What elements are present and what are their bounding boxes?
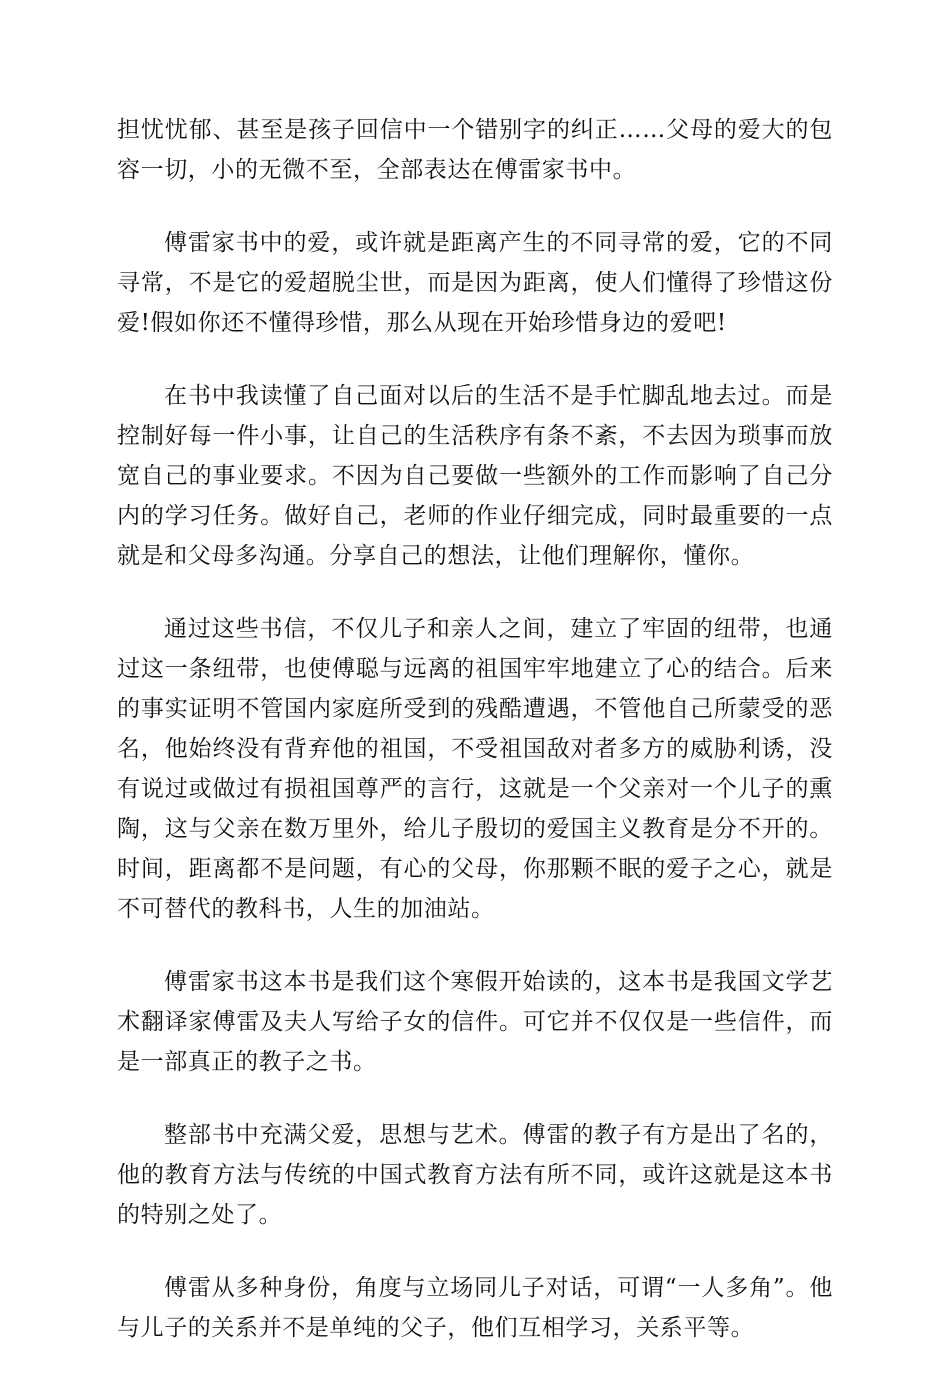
paragraph-3: 在书中我读懂了自己面对以后的生活不是手忙脚乱地去过。而是控制好每一件小事，让自己的生活秩序有条不紊，不去因为琐事而放宽自己的事业要求。不因为自己要做一些额外的工作而影响了自己分内的学习任务。做好自己，老师的作业仔细完成，同时最重要的一点就是和父母多沟通。分享自己的想法，让他们理解你，懂你。 — [117, 383, 833, 569]
paragraph-1: 担忧忧郁、甚至是孩子回信中一个错别字的纠正……父母的爱大的包容一切，小的无微不至，全部表达在傅雷家书中。 — [117, 117, 833, 183]
paragraph-2: 傅雷家书中的爱，或许就是距离产生的不同寻常的爱，它的不同寻常，不是它的爱超脱尘世，而是因为距离，使人们懂得了珍惜这份爱!假如你还不懂得珍惜，那么从现在开始珍惜身边的爱吧! — [117, 230, 833, 336]
paragraph-7: 傅雷从多种身份，角度与立场同儿子对话，可谓“一人多角”。他与儿子的关系并不是单纯的父子，他们互相学习，关系平等。 — [117, 1275, 833, 1341]
paragraph-4: 通过这些书信，不仅儿子和亲人之间，建立了牢固的纽带，也通过这一条纽带，也使傅聪与远离的祖国牢牢地建立了心的结合。后来的事实证明不管国内家庭所受到的残酷遭遇，不管他自己所蒙受的恶名，他始终没有背弃他的祖国，不受祖国敌对者多方的威胁利诱，没有说过或做过有损祖国尊严的言行，这就是一个父亲对一个儿子的熏陶，这与父亲在数万里外，给儿子殷切的爱国主义教育是分不开的。时间，距离都不是问题，有心的父母，你那颗不眠的爱子之心，就是不可替代的教科书，人生的加油站。 — [117, 616, 833, 922]
paragraph-6: 整部书中充满父爱，思想与艺术。傅雷的教子有方是出了名的，他的教育方法与传统的中国式教育方法有所不同，或许这就是这本书的特别之处了。 — [117, 1122, 833, 1228]
paragraph-5: 傅雷家书这本书是我们这个寒假开始读的，这本书是我国文学艺术翻译家傅雷及夫人写给子女的信件。可它并不仅仅是一些信件，而是一部真正的教子之书。 — [117, 969, 833, 1075]
document-body — [117, 110, 833, 1381]
